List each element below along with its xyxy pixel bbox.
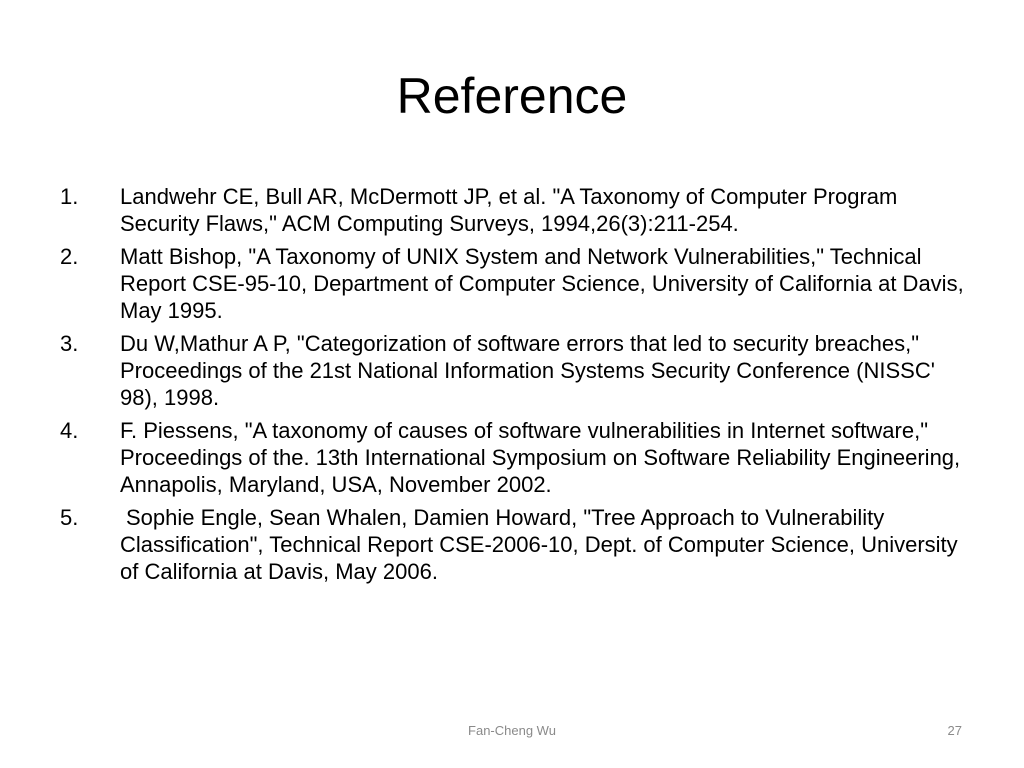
reference-text: Sophie Engle, Sean Whalen, Damien Howard, "Tree Approach to Vulnerability Classification", Technical Report CSE-2006-10, Dept. of Computer Science, University of California at Davis, May 2006. bbox=[120, 505, 958, 584]
reference-number: 2. bbox=[60, 244, 79, 269]
reference-number: 1. bbox=[60, 184, 79, 209]
reference-item bbox=[60, 330, 970, 411]
reference-text: Matt Bishop, "A Taxonomy of UNIX System and Network Vulnerabilities," Technical Report CSE-95-10, Department of Computer Science, University of California at Davis, May 1995. bbox=[120, 244, 964, 323]
slide-page-number: 27 bbox=[947, 723, 962, 738]
reference-number: 4. bbox=[60, 418, 79, 443]
reference-text: Du W,Mathur A P, "Categorization of software errors that led to security breaches," Proceedings of the 21st National Information Systems Security Conference (NISSC' 98), 1998. bbox=[120, 331, 935, 410]
reference-list bbox=[60, 183, 970, 591]
reference-text: F. Piessens, "A taxonomy of causes of software vulnerabilities in Internet software," Proceedings of the. 13th International Symposium on Software Reliability Engineering, Annapolis, Maryland, USA, November 2002. bbox=[120, 418, 961, 497]
slide-title: Reference bbox=[396, 68, 628, 124]
reference-item bbox=[60, 183, 970, 237]
reference-item bbox=[60, 243, 970, 324]
footer-author: Fan-Cheng Wu bbox=[468, 723, 556, 738]
reference-item bbox=[60, 417, 970, 498]
reference-text: Landwehr CE, Bull AR, McDermott JP, et al. "A Taxonomy of Computer Program Security Flaws," ACM Computing Surveys, 1994,26(3):211-254. bbox=[120, 184, 898, 236]
reference-item bbox=[60, 504, 970, 585]
reference-number: 5. bbox=[60, 505, 79, 530]
reference-number: 3. bbox=[60, 331, 79, 356]
